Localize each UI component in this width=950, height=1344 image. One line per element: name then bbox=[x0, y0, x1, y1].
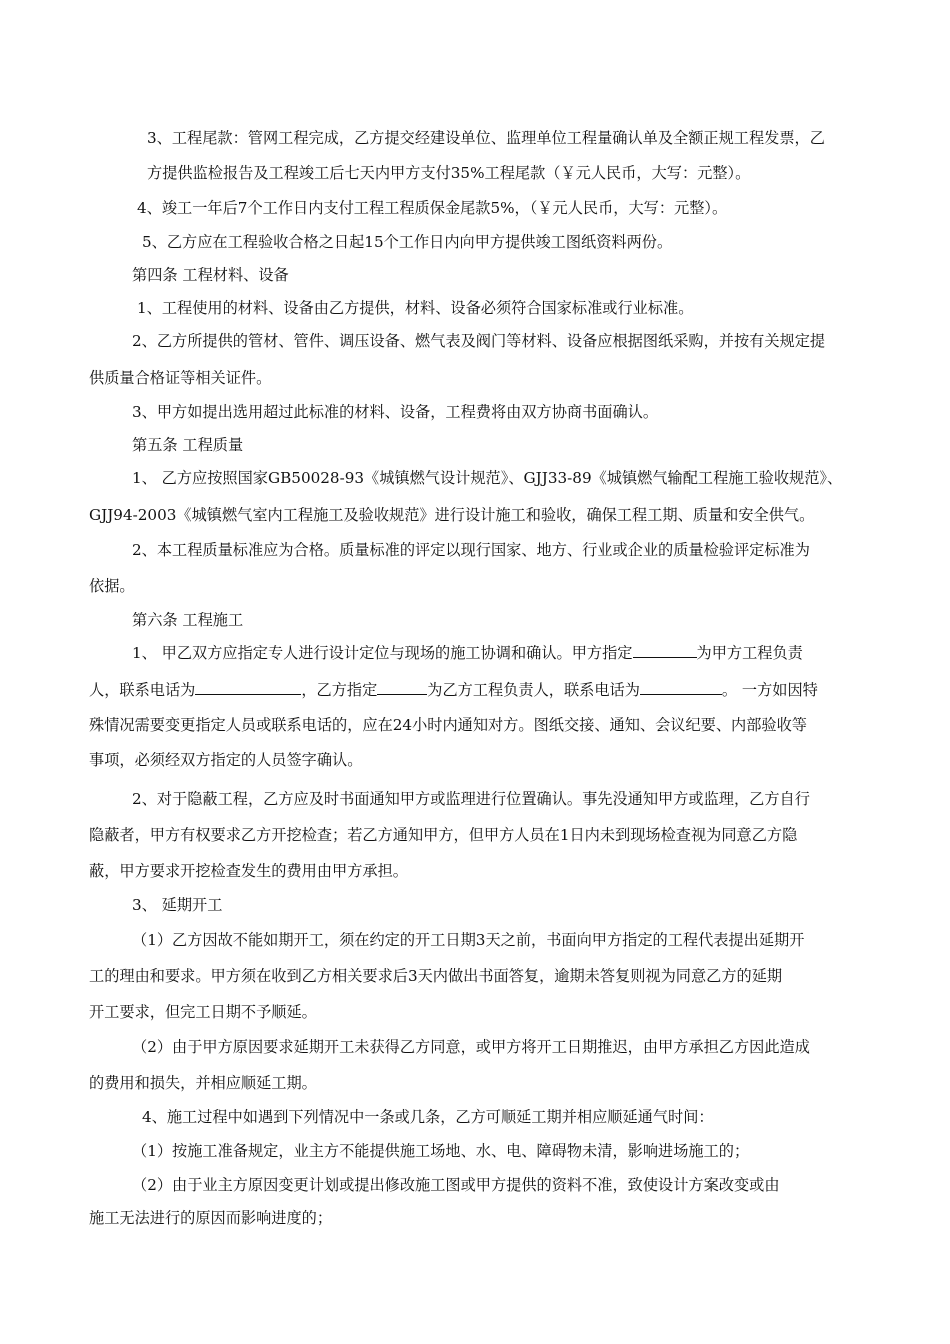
para-warranty-payment: 4、竣工一年后7个工作日内支付工程工程质保金尾款5%，（￥元人民币，大写：元整）。 bbox=[137, 199, 728, 217]
section-title-article6: 第六条 工程施工 bbox=[132, 611, 244, 629]
para-quality-2-line2: 依据。 bbox=[89, 577, 135, 595]
para-quality-1-line2: GJJ94-2003《城镇燃气室内工程施工及验收规范》进行设计施工和验收，确保工程工期、质量和安全供气。 bbox=[89, 506, 815, 524]
contact-text-1b: 为甲方工程负责 bbox=[696, 644, 803, 662]
para-concealed-line1: 2、对于隐蔽工程，乙方应及时书面通知甲方或监理进行位置确认。事先没通知甲方或监理，乙方自行 bbox=[132, 790, 810, 808]
blank-party-a-rep bbox=[633, 643, 697, 658]
para-extension-1: （1）按施工准备规定，业主方不能提供施工场地、水、电、障碍物未清，影响进场施工的； bbox=[132, 1142, 750, 1160]
blank-party-b-phone bbox=[640, 680, 722, 695]
blank-party-a-phone bbox=[195, 680, 301, 695]
para-materials-2-line2: 供质量合格证等相关证件。 bbox=[89, 369, 272, 387]
contact-text-2a: 人，联系电话为 bbox=[89, 681, 196, 699]
para-materials-3: 3、甲方如提出选用超过此标准的材料、设备，工程费将由双方协商书面确认。 bbox=[132, 403, 659, 421]
para-contact-line2 bbox=[89, 680, 818, 700]
para-final-payment-line1: 3、工程尾款：管网工程完成，乙方提交经建设单位、监理单位工程量确认单及全额正规工程发票，乙 bbox=[147, 129, 825, 147]
para-extension-title: 4、施工过程中如遇到下列情况中一条或几条，乙方可顺延工期并相应顺延通气时间： bbox=[142, 1108, 714, 1126]
para-delay-title: 3、 延期开工 bbox=[132, 896, 223, 914]
section-title-article5: 第五条 工程质量 bbox=[132, 436, 244, 454]
para-quality-2-line1: 2、本工程质量标准应为合格。质量标准的评定以现行国家、地方、行业或企业的质量检验评定标准为 bbox=[132, 541, 810, 559]
para-extension-2-line1: （2）由于业主方原因变更计划或提出修改施工图或甲方提供的资料不准，致使设计方案改变或由 bbox=[132, 1176, 780, 1194]
para-delay-1-line1: （1）乙方因故不能如期开工，须在约定的开工日期3天之前，书面向甲方指定的工程代表提出延期开 bbox=[132, 931, 805, 949]
para-materials-2-line1: 2、乙方所提供的管材、管件、调压设备、燃气表及阀门等材料、设备应根据图纸采购，并按有关规定提 bbox=[132, 332, 826, 350]
para-extension-2-line2: 施工无法进行的原因而影响进度的； bbox=[89, 1209, 332, 1227]
para-delay-2-line1: （2）由于甲方原因要求延期开工未获得乙方同意，或甲方将开工日期推迟，由甲方承担乙方因此造成 bbox=[132, 1038, 810, 1056]
para-final-payment-line2: 方提供监检报告及工程竣工后七天内甲方支付35%工程尾款（￥元人民币，大写：元整）。 bbox=[147, 164, 751, 182]
para-contact-line4: 事项，必须经双方指定的人员签字确认。 bbox=[89, 751, 363, 769]
contact-text-2b: ，乙方指定 bbox=[301, 681, 378, 699]
para-quality-1-line1: 1、 乙方应按照国家GB50028-93《城镇燃气设计规范》、GJJ33-89《城镇燃气输配工程施工验收规范》、 bbox=[132, 469, 843, 487]
para-materials-1: 1、工程使用的材料、设备由乙方提供，材料、设备必须符合国家标准或行业标准。 bbox=[137, 299, 694, 317]
blank-party-b-rep bbox=[377, 680, 427, 695]
para-concealed-line2: 隐蔽者，甲方有权要求乙方开挖检查；若乙方通知甲方，但甲方人员在1日内未到现场检查视为同意乙方隐 bbox=[89, 826, 798, 844]
contact-text-1: 1、 甲乙双方应指定专人进行设计定位与现场的施工协调和确认。甲方指定 bbox=[132, 644, 633, 662]
para-concealed-line3: 蔽，甲方要求开挖检查发生的费用由甲方承担。 bbox=[89, 862, 408, 880]
para-delay-2-line2: 的费用和损失，并相应顺延工期。 bbox=[89, 1074, 317, 1092]
para-delay-1-line3: 开工要求，但完工日期不予顺延。 bbox=[89, 1003, 317, 1021]
contact-text-2d: 。 一方如因特 bbox=[721, 681, 818, 699]
section-title-article4: 第四条 工程材料、设备 bbox=[132, 266, 289, 284]
para-as-built-drawings: 5、乙方应在工程验收合格之日起15个工作日内向甲方提供竣工图纸资料两份。 bbox=[142, 233, 673, 251]
para-contact-line1 bbox=[132, 643, 803, 663]
para-delay-1-line2: 工的理由和要求。甲方须在收到乙方相关要求后3天内做出书面答复，逾期未答复则视为同意乙方的延期 bbox=[89, 967, 783, 985]
contact-text-2c: 为乙方工程负责人，联系电话为 bbox=[427, 681, 640, 699]
para-contact-line3: 殊情况需要变更指定人员或联系电话的，应在24小时内通知对方。图纸交接、通知、会议纪要、内部验收等 bbox=[89, 716, 807, 734]
